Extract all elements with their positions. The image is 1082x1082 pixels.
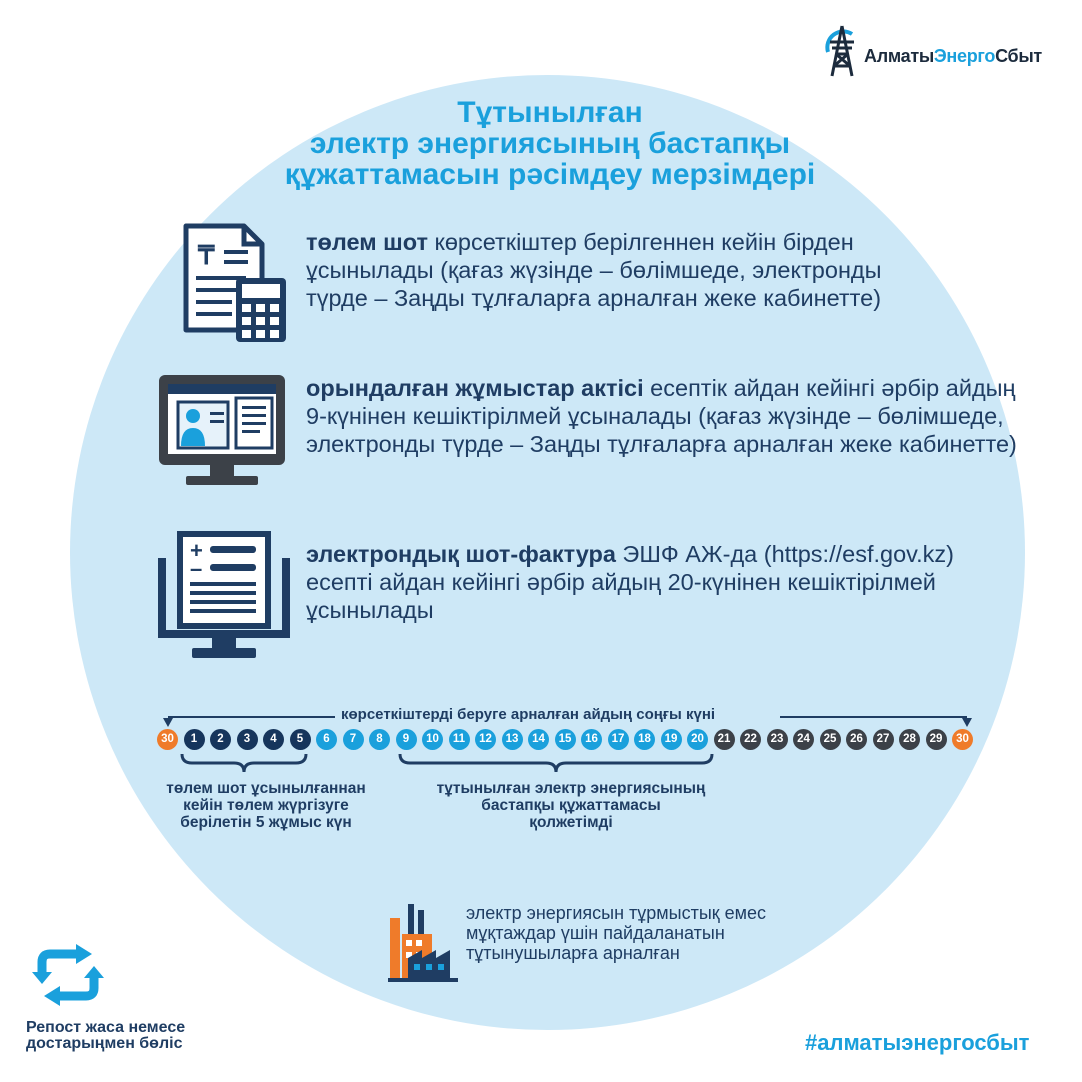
timeline-day: 17 <box>608 729 629 750</box>
timeline-day: 30 <box>952 729 973 750</box>
repost-icon[interactable] <box>30 944 106 1006</box>
logo-text: АлматыЭнергоСбыт <box>864 46 1042 66</box>
timeline-day: 8 <box>369 729 390 750</box>
brace-right <box>396 752 716 774</box>
timeline-arrow-left <box>163 718 173 727</box>
item-act-title: орындалған жұмыстар актісі <box>306 375 644 401</box>
timeline-day: 10 <box>422 729 443 750</box>
timeline-day: 23 <box>767 729 788 750</box>
timeline-day: 20 <box>687 729 708 750</box>
timeline-day: 16 <box>581 729 602 750</box>
timeline-day: 4 <box>263 729 284 750</box>
factory-icon <box>388 902 458 982</box>
svg-text:+: + <box>190 538 203 563</box>
timeline-day: 21 <box>714 729 735 750</box>
item-invoice-title: төлем шот <box>306 229 429 255</box>
svg-text:₸: ₸ <box>198 240 215 270</box>
invoice-calculator-icon <box>182 222 290 346</box>
timeline-day: 19 <box>661 729 682 750</box>
title-line-3: құжаттамасын рәсімдеу мерзімдері <box>284 158 816 191</box>
timeline-day: 14 <box>528 729 549 750</box>
brand-logo <box>822 22 1052 82</box>
title-line-1: Тұтынылған <box>457 96 643 129</box>
item-act <box>306 374 1026 458</box>
timeline-day: 18 <box>634 729 655 750</box>
timeline-days <box>157 729 979 751</box>
timeline-label: көрсеткіштерді беруге арналған айдың соңғы күні <box>335 706 721 723</box>
timeline-arrow-right <box>962 718 972 727</box>
timeline-day: 22 <box>740 729 761 750</box>
timeline-day: 9 <box>396 729 417 750</box>
title-line-2: электр энергиясының бастапқы <box>309 127 791 160</box>
monitor-profile-icon <box>156 372 288 488</box>
timeline-day: 6 <box>316 729 337 750</box>
svg-text:–: – <box>190 556 203 581</box>
timeline-day: 7 <box>343 729 364 750</box>
hashtag[interactable]: #алматыэнергосбыт <box>805 1030 1030 1055</box>
timeline-day: 13 <box>502 729 523 750</box>
timeline-day: 11 <box>449 729 470 750</box>
timeline-day: 27 <box>873 729 894 750</box>
timeline-day: 25 <box>820 729 841 750</box>
timeline-day: 29 <box>926 729 947 750</box>
brace-left <box>178 752 310 774</box>
timeline-day: 30 <box>157 729 178 750</box>
timeline-line-left <box>168 716 338 718</box>
item-act-text: есептік айдан кейінгі әрбір айдың 9-күнінен кешіктірілмей ұсыналады (қағаз жүзінде – бөлімшеде, электронды түрде – Заңды тұлғаларға арналған жеке кабинетте) <box>306 375 1017 457</box>
timeline-day: 5 <box>290 729 311 750</box>
item-einvoice-text: ЭШФ АЖ-да (https://esf.gov.kz) есепті айдан кейінгі әрбір айдың 20-күнінен кешіктірілмей ұсынылады <box>306 541 955 623</box>
timeline-day: 26 <box>846 729 867 750</box>
item-einvoice <box>306 540 966 624</box>
timeline-day: 1 <box>184 729 205 750</box>
monitor-document-icon <box>158 530 290 662</box>
timeline-day: 3 <box>237 729 258 750</box>
timeline-day: 15 <box>555 729 576 750</box>
item-invoice <box>306 228 946 312</box>
timeline-day: 12 <box>475 729 496 750</box>
caption-documents-available: тұтынылған электр энергиясының бастапқы құжаттамасы қолжетімді <box>436 780 706 831</box>
item-invoice-text: көрсеткіштер берілгеннен кейін бірден ұсынылады (қағаз жүзінде – бөлімшеде, электронды түрде – Заңды тұлғаларға арналған жеке кабинетте) <box>306 229 882 311</box>
caption-payment-days: төлем шот ұсынылғаннан кейін төлем жүргізуге берілетін 5 жұмыс күн <box>166 780 366 831</box>
repost-caption: Репост жаса немесе достарыңмен бөліс <box>26 1019 186 1052</box>
timeline-day: 28 <box>899 729 920 750</box>
timeline-line-right <box>780 716 967 718</box>
footnote-text: электр энергиясын тұрмыстық емес мұқтаждар үшін пайдаланатын тұтынушыларға арналған <box>466 903 767 963</box>
item-einvoice-title: электрондық шот-фактура <box>306 541 616 567</box>
timeline-day: 24 <box>793 729 814 750</box>
power-tower-icon <box>822 22 862 80</box>
page-title <box>150 97 950 190</box>
timeline-day: 2 <box>210 729 231 750</box>
